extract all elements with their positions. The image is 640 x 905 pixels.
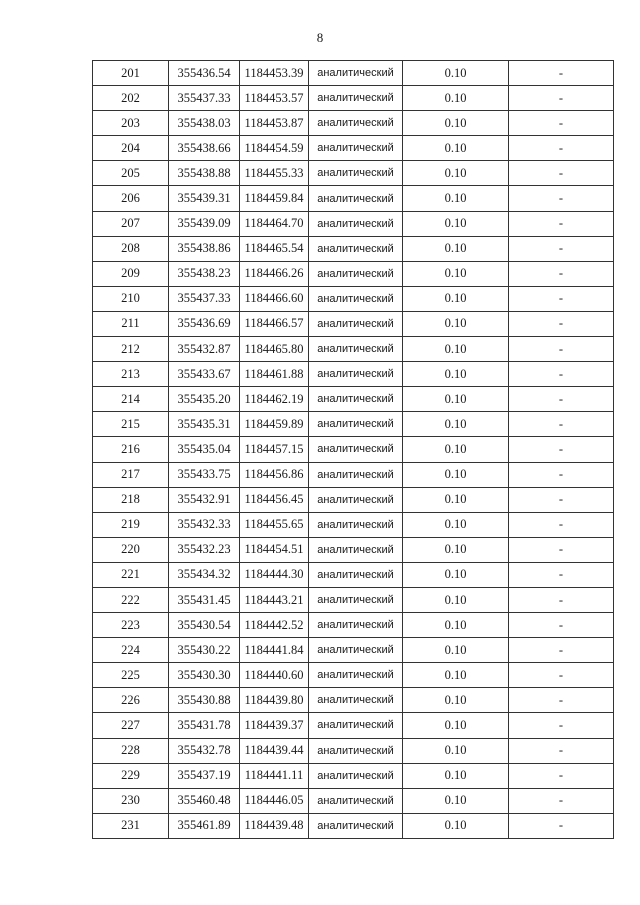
method-cell: аналитический: [309, 638, 403, 663]
y-coordinate-cell: 1184465.54: [240, 236, 309, 261]
point-number-cell: 224: [93, 638, 169, 663]
y-coordinate-cell: 1184457.15: [240, 437, 309, 462]
note-cell: -: [509, 487, 614, 512]
accuracy-cell: 0.10: [403, 236, 509, 261]
x-coordinate-cell: 355436.69: [169, 311, 240, 336]
accuracy-cell: 0.10: [403, 638, 509, 663]
x-coordinate-cell: 355435.04: [169, 437, 240, 462]
method-cell: аналитический: [309, 236, 403, 261]
accuracy-cell: 0.10: [403, 337, 509, 362]
x-coordinate-cell: 355430.88: [169, 688, 240, 713]
method-cell: аналитический: [309, 537, 403, 562]
x-coordinate-cell: 355432.23: [169, 537, 240, 562]
accuracy-cell: 0.10: [403, 738, 509, 763]
point-number-cell: 226: [93, 688, 169, 713]
point-number-cell: 210: [93, 286, 169, 311]
y-coordinate-cell: 1184454.51: [240, 537, 309, 562]
y-coordinate-cell: 1184466.60: [240, 286, 309, 311]
point-number-cell: 205: [93, 161, 169, 186]
method-cell: аналитический: [309, 261, 403, 286]
accuracy-cell: 0.10: [403, 211, 509, 236]
note-cell: -: [509, 537, 614, 562]
y-coordinate-cell: 1184439.80: [240, 688, 309, 713]
note-cell: -: [509, 437, 614, 462]
y-coordinate-cell: 1184456.86: [240, 462, 309, 487]
coordinates-table-body: [93, 61, 614, 839]
table-row: [93, 462, 614, 487]
accuracy-cell: 0.10: [403, 512, 509, 537]
point-number-cell: 221: [93, 562, 169, 587]
table-row: [93, 512, 614, 537]
table-row: [93, 688, 614, 713]
table-row: [93, 136, 614, 161]
y-coordinate-cell: 1184439.44: [240, 738, 309, 763]
table-row: [93, 211, 614, 236]
note-cell: -: [509, 337, 614, 362]
method-cell: аналитический: [309, 663, 403, 688]
accuracy-cell: 0.10: [403, 537, 509, 562]
method-cell: аналитический: [309, 587, 403, 612]
x-coordinate-cell: 355433.67: [169, 362, 240, 387]
note-cell: -: [509, 311, 614, 336]
accuracy-cell: 0.10: [403, 437, 509, 462]
note-cell: -: [509, 236, 614, 261]
accuracy-cell: 0.10: [403, 613, 509, 638]
y-coordinate-cell: 1184455.65: [240, 512, 309, 537]
y-coordinate-cell: 1184443.21: [240, 587, 309, 612]
accuracy-cell: 0.10: [403, 587, 509, 612]
accuracy-cell: 0.10: [403, 763, 509, 788]
x-coordinate-cell: 355435.31: [169, 412, 240, 437]
point-number-cell: 215: [93, 412, 169, 437]
note-cell: -: [509, 512, 614, 537]
accuracy-cell: 0.10: [403, 61, 509, 86]
table-row: [93, 286, 614, 311]
method-cell: аналитический: [309, 86, 403, 111]
method-cell: аналитический: [309, 462, 403, 487]
coordinates-table: [92, 60, 614, 839]
y-coordinate-cell: 1184444.30: [240, 562, 309, 587]
y-coordinate-cell: 1184446.05: [240, 788, 309, 813]
x-coordinate-cell: 355433.75: [169, 462, 240, 487]
method-cell: аналитический: [309, 111, 403, 136]
note-cell: -: [509, 562, 614, 587]
y-coordinate-cell: 1184456.45: [240, 487, 309, 512]
table-row: [93, 537, 614, 562]
accuracy-cell: 0.10: [403, 286, 509, 311]
method-cell: аналитический: [309, 562, 403, 587]
point-number-cell: 222: [93, 587, 169, 612]
y-coordinate-cell: 1184453.57: [240, 86, 309, 111]
table-row: [93, 337, 614, 362]
table-row: [93, 587, 614, 612]
y-coordinate-cell: 1184441.11: [240, 763, 309, 788]
y-coordinate-cell: 1184466.26: [240, 261, 309, 286]
x-coordinate-cell: 355432.87: [169, 337, 240, 362]
note-cell: -: [509, 638, 614, 663]
y-coordinate-cell: 1184453.39: [240, 61, 309, 86]
note-cell: -: [509, 362, 614, 387]
point-number-cell: 231: [93, 813, 169, 838]
method-cell: аналитический: [309, 286, 403, 311]
x-coordinate-cell: 355438.88: [169, 161, 240, 186]
point-number-cell: 220: [93, 537, 169, 562]
accuracy-cell: 0.10: [403, 663, 509, 688]
point-number-cell: 228: [93, 738, 169, 763]
x-coordinate-cell: 355460.48: [169, 788, 240, 813]
note-cell: -: [509, 763, 614, 788]
note-cell: -: [509, 613, 614, 638]
table-row: [93, 713, 614, 738]
accuracy-cell: 0.10: [403, 487, 509, 512]
note-cell: -: [509, 211, 614, 236]
note-cell: -: [509, 713, 614, 738]
table-row: [93, 61, 614, 86]
x-coordinate-cell: 355461.89: [169, 813, 240, 838]
table-row: [93, 562, 614, 587]
y-coordinate-cell: 1184455.33: [240, 161, 309, 186]
point-number-cell: 213: [93, 362, 169, 387]
y-coordinate-cell: 1184465.80: [240, 337, 309, 362]
x-coordinate-cell: 355435.20: [169, 387, 240, 412]
note-cell: -: [509, 86, 614, 111]
y-coordinate-cell: 1184453.87: [240, 111, 309, 136]
y-coordinate-cell: 1184466.57: [240, 311, 309, 336]
point-number-cell: 207: [93, 211, 169, 236]
accuracy-cell: 0.10: [403, 311, 509, 336]
table-row: [93, 362, 614, 387]
y-coordinate-cell: 1184461.88: [240, 362, 309, 387]
table-row: [93, 487, 614, 512]
y-coordinate-cell: 1184442.52: [240, 613, 309, 638]
note-cell: -: [509, 688, 614, 713]
table-row: [93, 186, 614, 211]
x-coordinate-cell: 355436.54: [169, 61, 240, 86]
table-row: [93, 387, 614, 412]
table-row: [93, 788, 614, 813]
table-row: [93, 261, 614, 286]
note-cell: -: [509, 111, 614, 136]
method-cell: аналитический: [309, 813, 403, 838]
method-cell: аналитический: [309, 738, 403, 763]
x-coordinate-cell: 355437.33: [169, 86, 240, 111]
y-coordinate-cell: 1184441.84: [240, 638, 309, 663]
x-coordinate-cell: 355430.22: [169, 638, 240, 663]
method-cell: аналитический: [309, 713, 403, 738]
x-coordinate-cell: 355438.23: [169, 261, 240, 286]
y-coordinate-cell: 1184459.84: [240, 186, 309, 211]
y-coordinate-cell: 1184439.48: [240, 813, 309, 838]
x-coordinate-cell: 355430.54: [169, 613, 240, 638]
note-cell: -: [509, 813, 614, 838]
y-coordinate-cell: 1184464.70: [240, 211, 309, 236]
x-coordinate-cell: 355432.33: [169, 512, 240, 537]
x-coordinate-cell: 355438.66: [169, 136, 240, 161]
accuracy-cell: 0.10: [403, 111, 509, 136]
note-cell: -: [509, 286, 614, 311]
table-row: [93, 763, 614, 788]
point-number-cell: 203: [93, 111, 169, 136]
note-cell: -: [509, 587, 614, 612]
method-cell: аналитический: [309, 437, 403, 462]
y-coordinate-cell: 1184462.19: [240, 387, 309, 412]
point-number-cell: 208: [93, 236, 169, 261]
y-coordinate-cell: 1184440.60: [240, 663, 309, 688]
x-coordinate-cell: 355430.30: [169, 663, 240, 688]
method-cell: аналитический: [309, 412, 403, 437]
accuracy-cell: 0.10: [403, 562, 509, 587]
x-coordinate-cell: 355438.86: [169, 236, 240, 261]
point-number-cell: 223: [93, 613, 169, 638]
accuracy-cell: 0.10: [403, 688, 509, 713]
note-cell: -: [509, 161, 614, 186]
y-coordinate-cell: 1184459.89: [240, 412, 309, 437]
note-cell: -: [509, 788, 614, 813]
point-number-cell: 217: [93, 462, 169, 487]
table-row: [93, 161, 614, 186]
point-number-cell: 211: [93, 311, 169, 336]
method-cell: аналитический: [309, 337, 403, 362]
point-number-cell: 216: [93, 437, 169, 462]
x-coordinate-cell: 355431.45: [169, 587, 240, 612]
method-cell: аналитический: [309, 512, 403, 537]
point-number-cell: 229: [93, 763, 169, 788]
note-cell: -: [509, 387, 614, 412]
method-cell: аналитический: [309, 211, 403, 236]
point-number-cell: 218: [93, 487, 169, 512]
note-cell: -: [509, 412, 614, 437]
point-number-cell: 204: [93, 136, 169, 161]
method-cell: аналитический: [309, 61, 403, 86]
method-cell: аналитический: [309, 362, 403, 387]
accuracy-cell: 0.10: [403, 462, 509, 487]
method-cell: аналитический: [309, 763, 403, 788]
note-cell: -: [509, 61, 614, 86]
accuracy-cell: 0.10: [403, 136, 509, 161]
x-coordinate-cell: 355438.03: [169, 111, 240, 136]
method-cell: аналитический: [309, 136, 403, 161]
accuracy-cell: 0.10: [403, 713, 509, 738]
note-cell: -: [509, 186, 614, 211]
table-row: [93, 663, 614, 688]
x-coordinate-cell: 355432.91: [169, 487, 240, 512]
accuracy-cell: 0.10: [403, 387, 509, 412]
point-number-cell: 201: [93, 61, 169, 86]
note-cell: -: [509, 663, 614, 688]
note-cell: -: [509, 136, 614, 161]
point-number-cell: 206: [93, 186, 169, 211]
y-coordinate-cell: 1184454.59: [240, 136, 309, 161]
table-row: [93, 412, 614, 437]
page-number: 8: [316, 30, 324, 45]
note-cell: -: [509, 462, 614, 487]
accuracy-cell: 0.10: [403, 86, 509, 111]
table-row: [93, 86, 614, 111]
x-coordinate-cell: 355437.33: [169, 286, 240, 311]
accuracy-cell: 0.10: [403, 813, 509, 838]
accuracy-cell: 0.10: [403, 362, 509, 387]
note-cell: -: [509, 261, 614, 286]
table-row: [93, 638, 614, 663]
method-cell: аналитический: [309, 387, 403, 412]
point-number-cell: 225: [93, 663, 169, 688]
method-cell: аналитический: [309, 186, 403, 211]
point-number-cell: 212: [93, 337, 169, 362]
point-number-cell: 219: [93, 512, 169, 537]
point-number-cell: 209: [93, 261, 169, 286]
table-row: [93, 738, 614, 763]
table-row: [93, 111, 614, 136]
point-number-cell: 214: [93, 387, 169, 412]
table-row: [93, 813, 614, 838]
method-cell: аналитический: [309, 161, 403, 186]
x-coordinate-cell: 355434.32: [169, 562, 240, 587]
point-number-cell: 202: [93, 86, 169, 111]
x-coordinate-cell: 355439.31: [169, 186, 240, 211]
method-cell: аналитический: [309, 613, 403, 638]
point-number-cell: 227: [93, 713, 169, 738]
accuracy-cell: 0.10: [403, 161, 509, 186]
x-coordinate-cell: 355439.09: [169, 211, 240, 236]
method-cell: аналитический: [309, 788, 403, 813]
accuracy-cell: 0.10: [403, 788, 509, 813]
table-row: [93, 236, 614, 261]
x-coordinate-cell: 355432.78: [169, 738, 240, 763]
table-row: [93, 311, 614, 336]
method-cell: аналитический: [309, 688, 403, 713]
accuracy-cell: 0.10: [403, 186, 509, 211]
x-coordinate-cell: 355431.78: [169, 713, 240, 738]
table-row: [93, 613, 614, 638]
method-cell: аналитический: [309, 311, 403, 336]
point-number-cell: 230: [93, 788, 169, 813]
x-coordinate-cell: 355437.19: [169, 763, 240, 788]
method-cell: аналитический: [309, 487, 403, 512]
accuracy-cell: 0.10: [403, 261, 509, 286]
table-row: [93, 437, 614, 462]
accuracy-cell: 0.10: [403, 412, 509, 437]
y-coordinate-cell: 1184439.37: [240, 713, 309, 738]
note-cell: -: [509, 738, 614, 763]
